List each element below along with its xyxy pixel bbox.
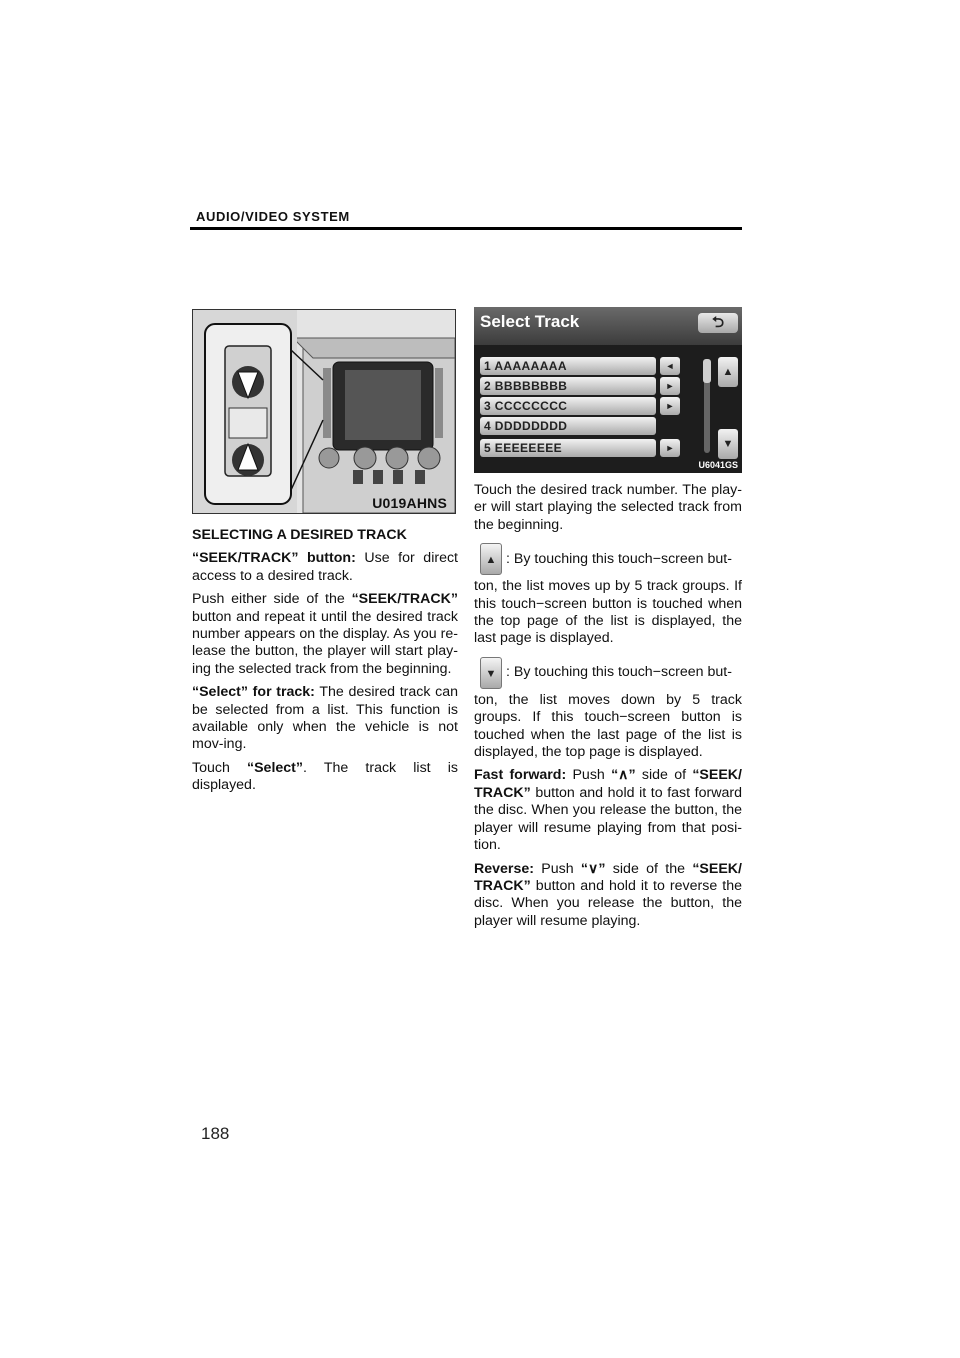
ff-pre: Push [566,767,612,784]
page-up-rest: ton, the list moves up by 5 track groups. If this touch−screen button is touched when the top page of the list is displayed, the last page is displayed. [474,578,742,647]
track-arrow-icon[interactable]: ◄ [660,357,680,375]
page-number: 188 [201,1124,230,1143]
ff-mid: side of [635,767,693,784]
track-arrow-icon[interactable]: ► [660,397,680,415]
page-down-rest: ton, the list moves down by 5 track groups. If this touch−screen button is touched when the last page of the list is displayed, the top page is displayed. [474,691,742,761]
ff-symbol: “∧” [611,767,636,784]
track-row[interactable] [480,439,682,457]
push-post: button and repeat it until the desired track number appears on the display. As you re-lease the button, the player will start play-ing the selected track from the beginning. [192,608,458,677]
push-paragraph [192,591,458,678]
rev-mid: side of the [605,860,693,877]
rev-post: button and hold it to reverse the disc. When you release the button, the player will resume playing. [474,877,742,929]
page-down-line [474,656,742,690]
select-text: The desired track can be selected from a list. This function is available only when the vehicle is not mov-ing. [192,684,458,753]
track-arrow-icon[interactable]: ► [660,439,680,457]
rev-label: Reverse: [474,860,534,877]
track-list [474,345,742,473]
touch-paragraph [192,760,458,795]
reverse-paragraph [474,861,742,931]
rev-pre: Push [533,860,581,877]
select-track-screen [474,307,742,473]
track-button[interactable]: 5 EEEEEEEE [480,439,656,457]
dashboard-drawing [193,310,455,513]
figure-code: U019AHNS [372,495,447,511]
ff-post: button and hold it to fast forward the disc. When you release the button, the player will resume playing from that posi-tion. [474,784,742,854]
back-arrow-icon[interactable]: ⮌ [698,313,738,333]
track-button[interactable]: 2 BBBBBBBB [480,377,656,395]
left-column [192,527,458,801]
track-row[interactable] [480,397,682,415]
track-row[interactable] [480,357,682,375]
page-down-icon[interactable]: ▼ [718,429,738,459]
rev-symbol: “∨” [580,860,606,877]
track-row[interactable] [480,377,682,395]
page-up-line [474,542,742,576]
section-header: AUDIO/VIDEO SYSTEM [196,209,350,224]
page-down-icon: ▼ [480,657,502,689]
screen-titlebar [474,307,742,345]
seek-paragraph [192,550,458,585]
figure-code: U6041GS [698,460,738,470]
page-up-icon: ▲ [480,543,502,575]
screen-title: Select Track [480,312,580,331]
push-bold: “SEEK/TRACK” [351,591,458,608]
track-row[interactable] [480,417,682,435]
seek-label: “SEEK/TRACK” button: [192,550,356,567]
track-button[interactable]: 1 AAAAAAAA [480,357,656,375]
page-up-description [474,542,742,648]
track-button[interactable]: 3 CCCCCCCC [480,397,656,415]
intro-paragraph: Touch the desired track number. The play-er will start playing the selected track from the beginning. [474,482,742,533]
rev-button: “SEEK/ TRACK” [474,860,742,894]
header-rule [190,227,742,230]
select-paragraph [192,684,458,754]
track-arrow-icon[interactable]: ► [660,377,680,395]
select-label: “Select” for track: [192,684,315,701]
steering-switch-illustration [192,309,456,514]
right-column [474,482,742,936]
push-pre: Push either side of the [192,591,352,608]
section-heading: SELECTING A DESIRED TRACK [192,527,407,543]
fast-forward-paragraph [474,767,742,854]
ff-button: “SEEK/ TRACK” [474,767,742,801]
seek-text: Use for direct access to a desired track. [192,550,458,584]
page-down-description [474,656,742,762]
ff-label: Fast forward: [474,767,567,784]
page-down-first: : By touching this touch−screen but- [506,664,732,681]
touch-pre: Touch [192,759,247,776]
page-up-first: : By touching this touch−screen but- [506,550,732,567]
page-up-icon[interactable]: ▲ [718,357,738,387]
scrollbar-thumb[interactable] [703,359,711,383]
touch-bold: “Select” [247,759,303,776]
touch-post: . The track list is displayed. [192,759,458,794]
track-button[interactable]: 4 DDDDDDDD [480,417,656,435]
